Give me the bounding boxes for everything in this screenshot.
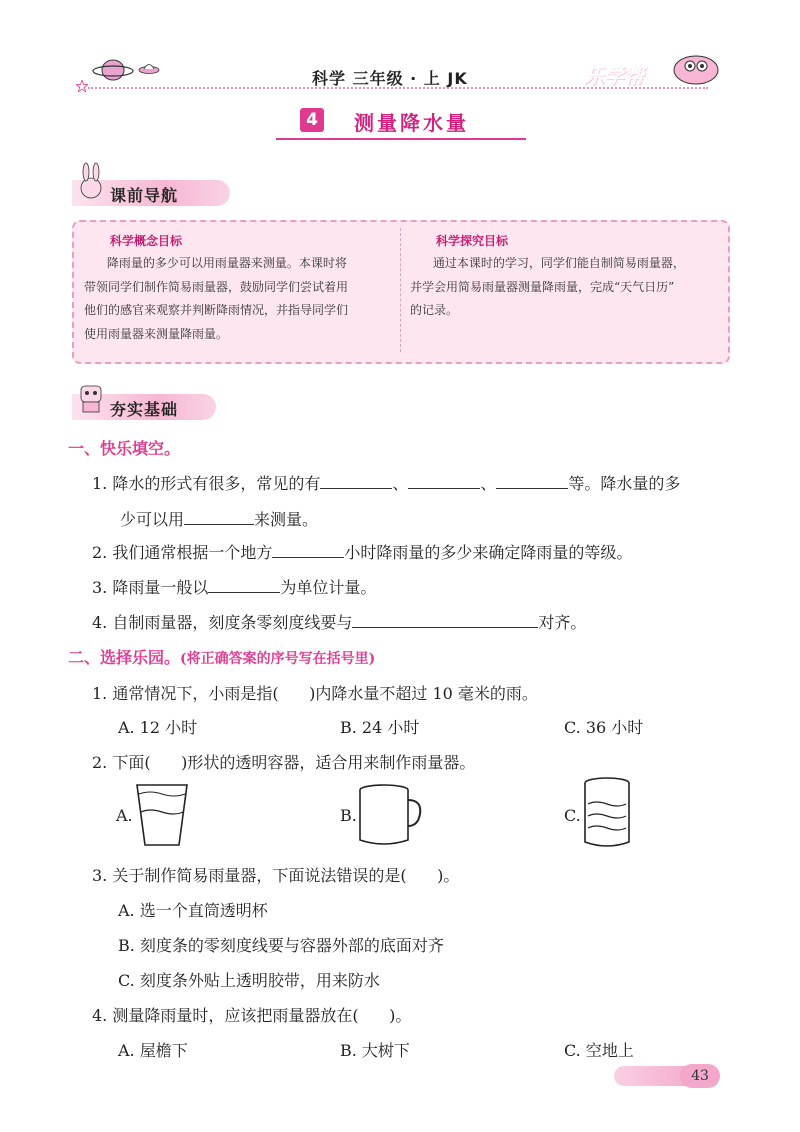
answer-blank[interactable] — [208, 578, 280, 593]
choice-option[interactable]: C. 空地上 — [564, 1041, 634, 1060]
choice-option[interactable]: C. — [564, 806, 581, 825]
fill-question-4 — [92, 610, 586, 633]
concept-line: 降雨量的多少可以用雨量器来测量。本课时将 — [84, 256, 347, 270]
choice-question-2: 2. 下面( )形状的透明容器，适合用来制作雨量器。 — [92, 753, 476, 772]
q1-sep: 、 — [480, 474, 497, 493]
robot-icon — [76, 378, 106, 416]
choice-question-1: 1. 通常情况下，小雨是指( )内降水量不超过 10 毫米的雨。 — [92, 684, 538, 703]
concept-line: 他们的感官来观察并判断降雨情况，并指导同学们 — [84, 303, 349, 317]
inquiry-line: 并学会用简易雨量器测量降雨量，完成“天气日历” — [410, 279, 675, 294]
q3-text-b: 为单位计量。 — [280, 578, 377, 597]
concept-line: 带领同学们制作简易雨量器，鼓励同学们尝试着用 — [84, 279, 349, 294]
goals-divider — [400, 228, 401, 352]
concept-goal-text — [84, 252, 394, 346]
choice-question-3: 3. 关于制作简易雨量器，下面说法错误的是( )。 — [92, 866, 460, 885]
q3-text-a: 3. 降雨量一般以 — [92, 578, 209, 597]
inquiry-goal-text — [410, 252, 720, 323]
choice-option[interactable]: C. 36 小时 — [564, 718, 644, 737]
fill-question-1 — [92, 471, 680, 494]
q2-text-a: 2. 我们通常根据一个地方 — [92, 543, 273, 562]
q1-text-d: 来测量。 — [254, 510, 319, 529]
answer-blank[interactable] — [408, 474, 480, 489]
book-header-title: 科学 三年级 · 上 JK — [312, 69, 468, 88]
answer-blank[interactable] — [272, 543, 344, 558]
section-title-preview: 课前导航 — [110, 186, 179, 205]
choice-question-4: 4. 测量降雨量时，应该把雨量器放在( )。 — [92, 1006, 412, 1025]
fill-question-3 — [92, 575, 376, 598]
inquiry-line: 通过本课时的学习，同学们能自制简易雨量器， — [410, 256, 685, 270]
tapered-glass-icon — [134, 782, 190, 848]
part2-note: (将正确答案的序号写在括号里) — [180, 651, 376, 667]
lesson-title: 测量降水量 — [354, 111, 469, 135]
q1-text-c: 少可以用 — [120, 510, 185, 529]
answer-blank[interactable] — [496, 474, 568, 489]
q4-text-b: 对齐。 — [538, 613, 587, 632]
answer-blank[interactable] — [320, 474, 392, 489]
fill-question-2 — [92, 540, 632, 563]
choice-option[interactable]: A. 屋檐下 — [118, 1041, 188, 1060]
mug-icon — [356, 782, 422, 848]
choice-option[interactable]: C. 刻度条外贴上透明胶带，用来防水 — [118, 971, 380, 990]
part2-heading-row — [68, 645, 375, 668]
answer-blank[interactable] — [352, 613, 538, 628]
brand-logo: 乐学帮 — [584, 64, 644, 88]
inquiry-line: 的记录。 — [410, 303, 459, 317]
concept-goal-heading: 科学概念目标 — [110, 234, 183, 248]
ufo-icon — [138, 60, 160, 76]
lesson-number-badge: 4 — [300, 108, 324, 132]
q4-text-a: 4. 自制雨量器，刻度条零刻度线要与 — [92, 613, 353, 632]
choice-option[interactable]: B. 24 小时 — [340, 718, 420, 737]
page-number: 43 — [680, 1064, 720, 1088]
part2-heading: 二、选择乐园。 — [68, 648, 181, 667]
q1-text-a: 1. 降水的形式有很多，常见的有 — [92, 474, 321, 493]
part1-heading: 一、快乐填空。 — [68, 439, 181, 458]
choice-option[interactable]: B. — [340, 806, 357, 825]
planet-icon — [92, 54, 134, 84]
q1-text-b: 等。降水量的多 — [568, 474, 681, 493]
choice-option[interactable]: A. 选一个直筒透明杯 — [118, 901, 268, 920]
choice-option[interactable]: A. 12 小时 — [118, 718, 198, 737]
choice-option[interactable]: B. 刻度条的零刻度线要与容器外部的底面对齐 — [118, 936, 444, 955]
star-icon — [76, 80, 88, 92]
choice-option[interactable]: A. — [116, 806, 133, 825]
q2-text-b: 小时降雨量的多少来确定降雨量的等级。 — [344, 543, 633, 562]
inquiry-goal-heading: 科学探究目标 — [436, 234, 509, 248]
bunny-icon — [76, 162, 106, 202]
section-title-basics: 夯实基础 — [110, 400, 179, 419]
header-divider — [88, 87, 708, 89]
mascot-icon — [666, 48, 722, 88]
answer-blank[interactable] — [184, 510, 254, 525]
fill-question-1-cont — [120, 507, 318, 530]
straight-cup-icon — [582, 776, 632, 850]
concept-line: 使用雨量器来测量降雨量。 — [84, 326, 229, 341]
choice-option[interactable]: B. 大树下 — [340, 1041, 410, 1060]
q1-sep: 、 — [392, 474, 409, 493]
